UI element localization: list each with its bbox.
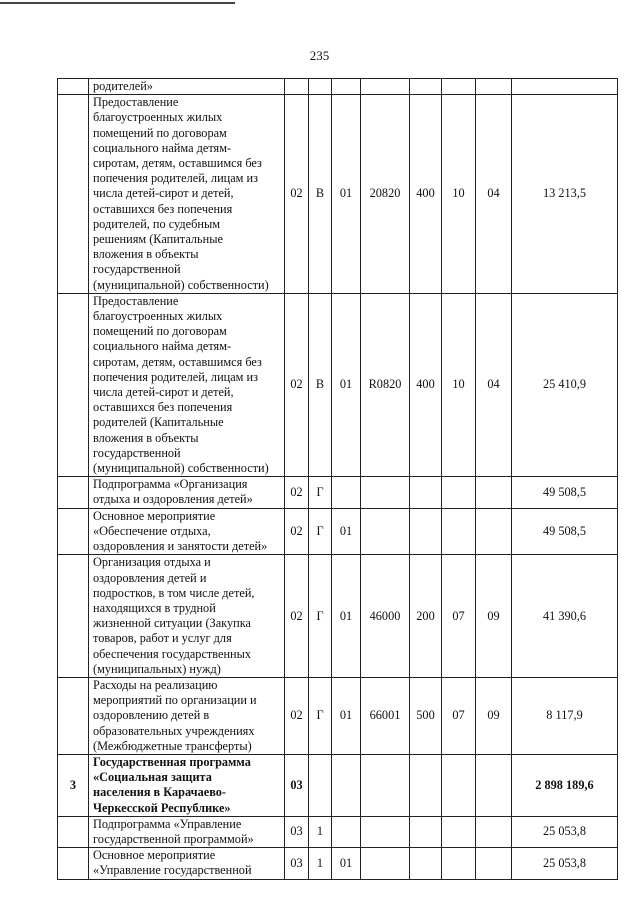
table-body [58, 79, 618, 880]
item-name-line: сиротам, детям, оставшимся без [93, 156, 262, 171]
code-subsection-cell [476, 477, 512, 508]
row-number-cell [58, 555, 89, 678]
item-name-line: жизненной ситуации (Закупка [93, 616, 251, 631]
amount-cell: 25 410,9 [512, 293, 618, 476]
code-section-cell: 07 [442, 677, 476, 754]
item-name-cell [89, 754, 285, 816]
item-name-line: решениям (Капитальные [93, 232, 223, 247]
item-name-line: Основное мероприятие [93, 508, 216, 523]
item-name-line: Основное мероприятие [93, 848, 216, 863]
code-subprogram-cell: Г [309, 477, 332, 508]
code-program-cell: 02 [285, 508, 309, 555]
code-expense-type-cell: 400 [410, 293, 442, 476]
code-subprogram-cell [309, 79, 332, 95]
code-event-cell: 01 [332, 95, 361, 294]
item-name-cell [89, 79, 285, 95]
item-name-line: оздоровления и занятости детей» [93, 539, 268, 554]
code-subprogram-cell: 1 [309, 848, 332, 879]
item-name-line: населения в Карачаево- [93, 785, 227, 800]
budget-table [57, 78, 618, 880]
code-direction-cell: 20820 [361, 95, 410, 294]
amount-cell: 25 053,8 [512, 816, 618, 847]
code-event-cell [332, 754, 361, 816]
item-name-line: социального найма детям- [93, 140, 232, 155]
item-name-line: Организация отдыха и [93, 555, 211, 570]
row-number-cell [58, 677, 89, 754]
code-event-cell: 01 [332, 848, 361, 879]
code-direction-cell: 66001 [361, 677, 410, 754]
amount-cell [512, 79, 618, 95]
table-row [58, 95, 618, 294]
item-name-line: «Управление государственной [93, 863, 252, 878]
code-direction-cell [361, 79, 410, 95]
code-program-cell [285, 79, 309, 95]
code-program-cell: 02 [285, 555, 309, 678]
code-subsection-cell [476, 79, 512, 95]
item-name-line: Черкесской Республике» [93, 800, 231, 815]
item-name-line: Государственная программа [93, 754, 251, 769]
item-name-cell [89, 477, 285, 508]
table-row [58, 477, 618, 508]
code-subsection-cell [476, 848, 512, 879]
code-program-cell: 03 [285, 754, 309, 816]
code-subprogram-cell: В [309, 293, 332, 476]
code-direction-cell [361, 508, 410, 555]
code-section-cell [442, 754, 476, 816]
code-section-cell [442, 477, 476, 508]
item-name-line: «Социальная защита [93, 770, 212, 785]
item-name-line: отдыха и оздоровления детей» [93, 492, 253, 507]
item-name-line: товаров, работ и услуг для [93, 631, 232, 646]
table-row [58, 816, 618, 847]
item-name-line: числа детей-сирот и детей, [93, 385, 234, 400]
code-subprogram-cell [309, 754, 332, 816]
page-number: 235 [309, 48, 330, 63]
item-name-line: находящихся в трудной [93, 600, 216, 615]
item-name-line: помещений по договорам [93, 324, 227, 339]
code-program-cell: 03 [285, 848, 309, 879]
amount-cell: 25 053,8 [512, 848, 618, 879]
item-name-line: вложения в объекты [93, 247, 199, 262]
code-expense-type-cell: 500 [410, 677, 442, 754]
code-subprogram-cell: Г [309, 555, 332, 678]
code-section-cell: 10 [442, 95, 476, 294]
table-row [58, 677, 618, 754]
code-program-cell: 02 [285, 293, 309, 476]
code-event-cell: 01 [332, 508, 361, 555]
item-name-line: (Межбюджетные трансферты) [93, 738, 252, 753]
row-number-cell [58, 95, 89, 294]
item-name-line: государственной программой» [93, 831, 254, 846]
code-program-cell: 02 [285, 677, 309, 754]
amount-cell: 41 390,6 [512, 555, 618, 678]
code-section-cell: 10 [442, 293, 476, 476]
amount-cell: 2 898 189,6 [512, 754, 618, 816]
item-name-cell [89, 293, 285, 476]
code-subsection-cell: 09 [476, 677, 512, 754]
code-expense-type-cell [410, 79, 442, 95]
table-row [58, 293, 618, 476]
item-name-line: оставшихся без попечения [93, 201, 233, 216]
item-name-cell [89, 677, 285, 754]
item-name-line: попечения родителей, лицам из [93, 369, 258, 384]
table-row [58, 754, 618, 816]
code-event-cell [332, 79, 361, 95]
item-name-line: числа детей-сирот и детей, [93, 186, 234, 201]
code-direction-cell [361, 848, 410, 879]
amount-cell: 49 508,5 [512, 477, 618, 508]
code-expense-type-cell: 400 [410, 95, 442, 294]
item-name-line: подростков, в том числе детей, [93, 585, 255, 600]
amount-cell: 8 117,9 [512, 677, 618, 754]
code-subsection-cell [476, 816, 512, 847]
code-subsection-cell: 04 [476, 95, 512, 294]
row-number-cell [58, 848, 89, 879]
code-subprogram-cell: 1 [309, 816, 332, 847]
table-row [58, 848, 618, 879]
code-event-cell: 01 [332, 677, 361, 754]
code-subsection-cell [476, 508, 512, 555]
code-expense-type-cell [410, 848, 442, 879]
item-name-line: родителей, по судебным [93, 216, 221, 231]
code-direction-cell: 46000 [361, 555, 410, 678]
code-event-cell: 01 [332, 555, 361, 678]
code-expense-type-cell: 200 [410, 555, 442, 678]
item-name-line: социального найма детям- [93, 339, 232, 354]
code-section-cell [442, 79, 476, 95]
item-name-line: родителей» [93, 79, 153, 93]
code-program-cell: 02 [285, 477, 309, 508]
code-expense-type-cell [410, 508, 442, 555]
code-subprogram-cell: В [309, 95, 332, 294]
item-name-line: родителей (Капитальные [93, 415, 224, 430]
item-name-line: попечения родителей, лицам из [93, 171, 258, 186]
table-row [58, 79, 618, 95]
item-name-line: сиротам, детям, оставшимся без [93, 354, 262, 369]
code-section-cell [442, 816, 476, 847]
amount-cell: 13 213,5 [512, 95, 618, 294]
row-number-cell [58, 816, 89, 847]
code-program-cell: 03 [285, 816, 309, 847]
code-event-cell [332, 816, 361, 847]
code-expense-type-cell [410, 816, 442, 847]
table-row [58, 555, 618, 678]
code-subsection-cell: 04 [476, 293, 512, 476]
amount-cell: 49 508,5 [512, 508, 618, 555]
item-name-line: обеспечения государственных [93, 646, 252, 661]
item-name-cell [89, 816, 285, 847]
top-rule [0, 2, 235, 4]
row-number-cell [58, 293, 89, 476]
item-name-line: (муниципальной) собственности) [93, 277, 269, 292]
item-name-cell [89, 555, 285, 678]
row-number-cell [58, 477, 89, 508]
row-number-cell [58, 79, 89, 95]
row-number-cell: 3 [58, 754, 89, 816]
code-subprogram-cell: Г [309, 508, 332, 555]
code-direction-cell [361, 816, 410, 847]
code-direction-cell [361, 754, 410, 816]
item-name-line: мероприятий по организации и [93, 693, 257, 708]
item-name-cell [89, 95, 285, 294]
code-event-cell [332, 477, 361, 508]
item-name-line: вложения в объекты [93, 430, 199, 445]
code-subprogram-cell: Г [309, 677, 332, 754]
code-direction-cell [361, 477, 410, 508]
item-name-line: образовательных учреждениях [93, 723, 255, 738]
code-expense-type-cell [410, 754, 442, 816]
code-event-cell: 01 [332, 293, 361, 476]
code-subsection-cell [476, 754, 512, 816]
item-name-line: государственной [93, 262, 181, 277]
item-name-cell [89, 848, 285, 879]
item-name-line: (муниципальной) собственности) [93, 461, 269, 476]
item-name-line: благоустроенных жилых [93, 309, 223, 324]
code-direction-cell: R0820 [361, 293, 410, 476]
item-name-line: государственной [93, 445, 181, 460]
item-name-line: оздоровления детей и [93, 570, 207, 585]
item-name-line: Подпрограмма «Управление [93, 816, 242, 831]
item-name-line: (муниципальных) нужд) [93, 661, 221, 676]
row-number-cell [58, 508, 89, 555]
item-name-line: оставшихся без попечения [93, 400, 233, 415]
item-name-line: помещений по договорам [93, 125, 227, 140]
code-expense-type-cell [410, 477, 442, 508]
code-section-cell [442, 848, 476, 879]
code-section-cell [442, 508, 476, 555]
item-name-line: Подпрограмма «Организация [93, 477, 248, 492]
item-name-line: благоустроенных жилых [93, 110, 223, 125]
item-name-cell [89, 508, 285, 555]
item-name-line: Предоставление [93, 95, 179, 110]
item-name-line: Расходы на реализацию [93, 677, 218, 692]
code-subsection-cell: 09 [476, 555, 512, 678]
item-name-line: оздоровлению детей в [93, 708, 210, 723]
table-row [58, 508, 618, 555]
item-name-line: «Обеспечение отдыха, [93, 523, 211, 538]
item-name-line: Предоставление [93, 293, 179, 308]
code-program-cell: 02 [285, 95, 309, 294]
code-section-cell: 07 [442, 555, 476, 678]
